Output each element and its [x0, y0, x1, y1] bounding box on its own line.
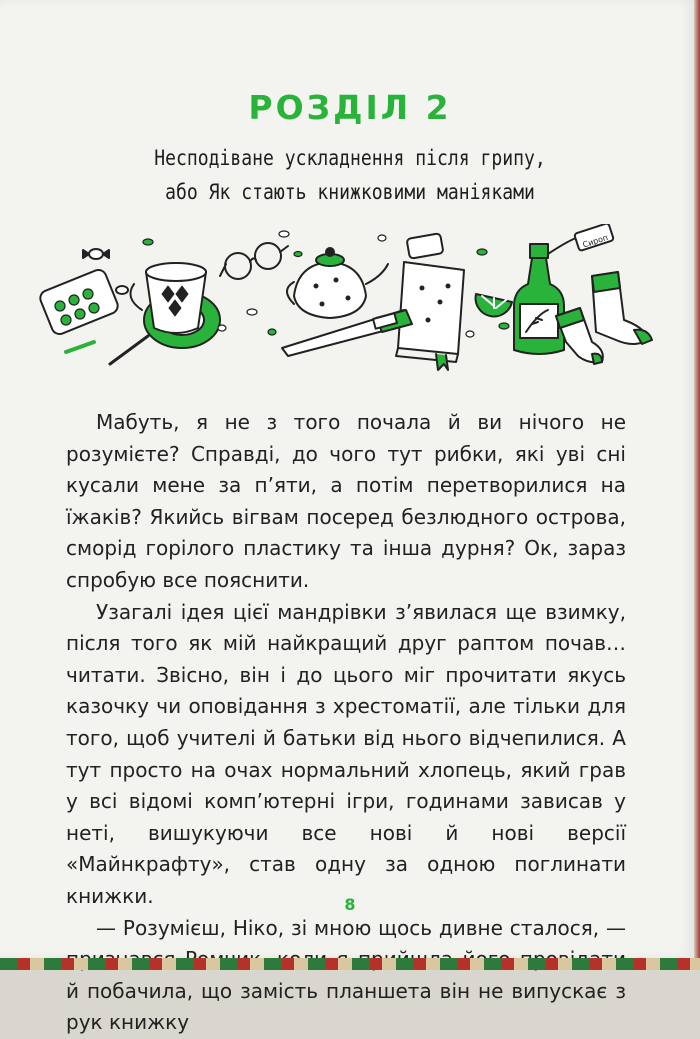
teapot-icon: [287, 248, 388, 318]
page-number: 8: [344, 895, 356, 914]
thermometer-icon: [282, 310, 412, 356]
chapter-illustration: [36, 224, 666, 374]
book-icon: [396, 233, 464, 370]
chapter-body-text: [66, 407, 626, 1039]
paragraph: — Розумієш, Ніко, зі мною щось дивне сталося, — й побачила, що замість планшета він не випускає з рук книжку: [66, 915, 626, 1035]
glasses-icon: [220, 243, 288, 279]
pills-blister-icon: [38, 268, 120, 337]
socks-icon: [556, 272, 652, 364]
chapter-title: РОЗДІЛ 2: [248, 88, 452, 127]
chapter-subtitle-line-2: або Як стають книжковими маніяками: [165, 180, 535, 204]
tag-label: Сироп: [581, 232, 610, 250]
mug-icon: [110, 263, 220, 364]
paragraph: Мабуть, я не з того почала й ви нічого не розумієте? Справді, до чого тут рибки, які уві сні кусали мене за п’яти, а потім перетворилися на їжаків? Якийсь вігвам посеред безлюдного острова, сморід горілого пластику та інша дурня? Ок, зараз спробую все пояснити.: [66, 410, 626, 592]
paragraph: Узагалі ідея цієї мандрівки з’явилася ще взимку, після того як мій найкращий друг раптом почав… читати. Звісно, він і до цього міг прочитати якусь казочку чи оповідання з хрестоматії, але тільки для того, щоб учителі й батьки від нього відчепилися. А тут просто на очах нормальний хлопець, який грав у всі відомі комп’ютерні ігри, годинами зависав у неті, вишукуючи все нові й нові версії «Майнкрафту», став одну за одною поглинати книжки.: [66, 599, 626, 908]
chapter-subtitle-line-1: Несподіване ускладнення після грипу,: [154, 146, 546, 170]
book-page-edge: [694, 0, 700, 970]
background-strip: [0, 958, 700, 970]
lemon-slice-icon: [476, 294, 512, 316]
